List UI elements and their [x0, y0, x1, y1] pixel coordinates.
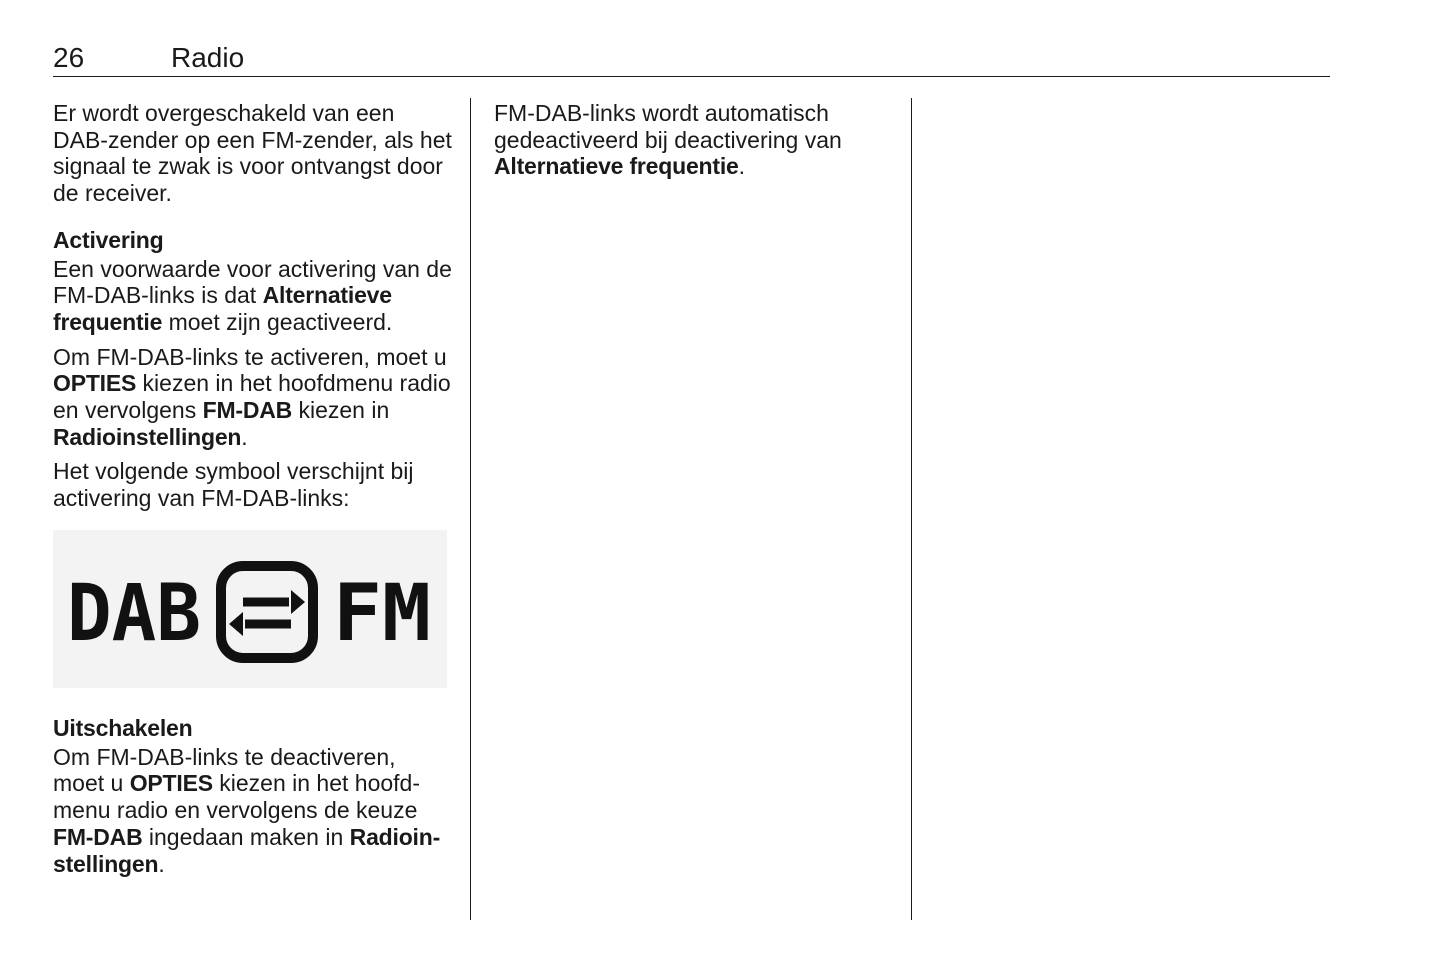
menu-opties: OPTIES: [129, 770, 213, 797]
setting-alternatieve-frequentie: Alternatieve frequentie: [494, 153, 739, 180]
activering-paragraph-2: Om FM-DAB-links te activeren, moet u OPTIES kiezen in het hoofdmenu radio en vervolgens FM-DAB kiezen in Radioinstellingen.: [53, 343, 451, 450]
activering-paragraph-3: Het volgende symbool verschijnt bij activering van FM-DAB-links:: [53, 458, 414, 512]
menu-fm-dab: FM-DAB: [53, 823, 143, 850]
section-title: Radio: [171, 42, 245, 73]
activering-heading: Activering: [53, 226, 164, 253]
uitschakelen-paragraph: Om FM-DAB-links te deactiveren, moet u OPTIES kiezen in het hoofd-menu radio en vervolgens de keuze FM-DAB ingedaan maken in Radioin-stellingen.: [53, 743, 441, 877]
deactivation-paragraph: FM-DAB-links wordt automatisch gedeactiveerd bij deactivering van Alternatieve frequentie.: [494, 100, 842, 180]
uitschakelen-heading: Uitschakelen: [53, 715, 193, 741]
middle-column: [494, 100, 894, 180]
left-column-lower: [53, 715, 453, 877]
menu-opties: OPTIES: [53, 370, 137, 397]
symbol-dab-label: DAB: [67, 569, 201, 659]
fm-dab-symbol: [53, 530, 447, 688]
intro-paragraph: Er wordt overgeschakeld van een DAB-zender op een FM-zender, als het signaal te zwak is voor ontvangst door de receiver.: [53, 100, 452, 207]
setting-alternatieve-frequentie: Alternatieve frequentie: [53, 282, 392, 335]
page-header: [53, 40, 1330, 77]
activering-paragraph-1: Een voorwaarde voor activering van de FM-DAB-links is dat Alternatieve frequentie moet zijn geactiveerd.: [53, 255, 452, 335]
left-column: [53, 100, 453, 512]
symbol-fm-label: FM: [333, 569, 431, 659]
column-divider: [911, 98, 912, 920]
page-number: 26: [53, 42, 85, 73]
swap-arrows-icon: [221, 566, 313, 658]
menu-radioinstellingen: Radioinstellingen: [53, 423, 242, 450]
menu-radioinstellingen: Radioin-stellingen: [53, 823, 441, 877]
menu-fm-dab: FM-DAB: [202, 397, 293, 424]
column-divider: [470, 98, 471, 920]
